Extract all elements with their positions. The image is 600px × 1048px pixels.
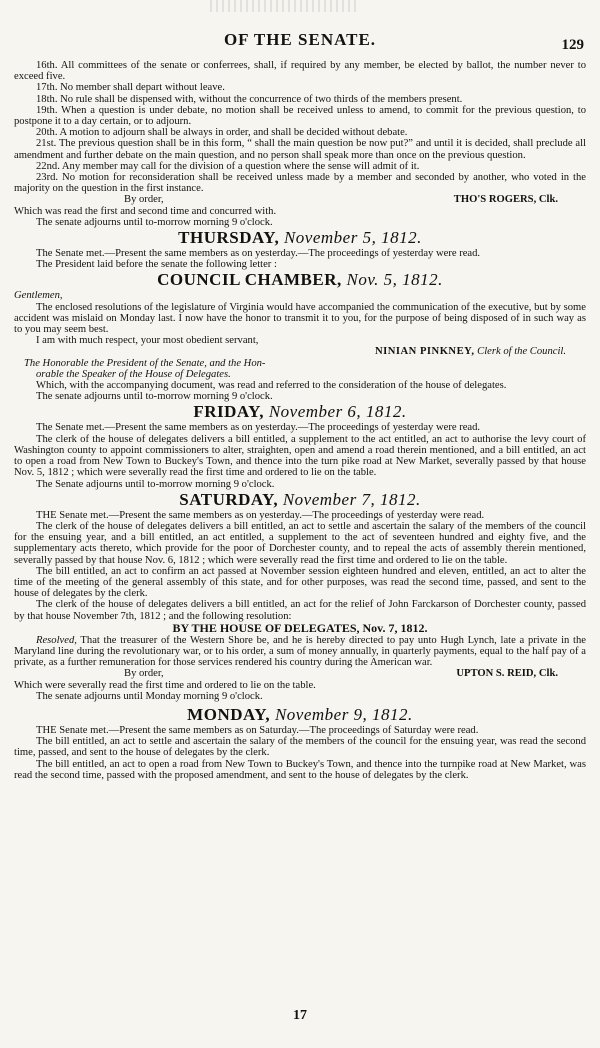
day-name: FRIDAY, (193, 402, 265, 422)
rule-18: 18th. No rule shall be dispensed with, without the concurrence of two thirds of the members present. (36, 93, 463, 105)
page-title: OF THE SENATE. (223, 30, 377, 49)
page-number: 129 (561, 37, 584, 53)
adjournment-note: The senate adjourns until to-morrow morning 9 o'clock. (36, 391, 273, 403)
resolved-label: Resolved, (36, 634, 77, 646)
council-chamber-heading (14, 270, 586, 290)
letter-signer (14, 346, 586, 357)
rule-16: 16th. All committees of the senate or conferrees, shall, if required by any member, be elected by ballot, the number never to exceed five. (14, 60, 586, 83)
day-name: THURSDAY, (178, 228, 280, 248)
bill-delivery: The clerk of the house of delegates delivers a bill entitled, an act to settle and ascertain the salary of the members of the council for the ensuing year, and a bill entitled, an act entitled, a supplement to the act of seventeen hundred and eighty five, and the supplementary acts thereto, which provide for the poor of Dorchester county, and to repeal the acts of assembly therein mentioned, severally passed by that house Nov. 6, 1812 ; which were severally read the first time and ordered to lie on the table. (14, 520, 586, 566)
bill-passed: The bill entitled, an act to open a road from New Town to Buckey's Town, and thence into the turnpike road at New Market, was read the second time, passed with the proposed amendment, and sent to the house of delegates by the clerk. (14, 758, 586, 781)
senate-met: THE Senate met.—Present the same members as on yesterday.—The proceedings of yesterday were read. (36, 509, 485, 521)
letter-address-1: The Honorable the President of the Senate, and the Hon- (24, 357, 266, 369)
day-name: MONDAY, (187, 704, 271, 724)
order-signature-2 (14, 668, 586, 679)
letter-address-2: orable the Speaker of the House of Delegates. (36, 368, 231, 380)
bill-passed: The bill entitled, an act to confirm an act passed at November session eighteen hundred and eleven, entitled, an act to alter the time of the meeting of the general assembly of this state, and for other purposes, was read the second time, passed, and sent to the house of delegates by the clerk. (14, 565, 586, 600)
reading-note: Which were severally read the first time and ordered to lie on the table. (14, 679, 316, 691)
day-date: November 5, 1812. (283, 228, 422, 248)
signature-mark: 17 (293, 1008, 307, 1023)
bill-passed: The bill entitled, an act to settle and ascertain the salary of the members of the council for the ensuing year, was read the second time, passed, and sent to the house of delegates by the clerk. (14, 736, 586, 759)
day-heading-thursday (14, 228, 586, 248)
senate-met: The Senate met.—Present the same members as on yesterday.—The proceedings of yesterday were read. (36, 422, 481, 434)
council-heading: COUNCIL CHAMBER, (157, 270, 342, 290)
day-heading-friday (14, 402, 586, 422)
council-date: Nov. 5, 1812. (346, 270, 443, 290)
day-heading-monday (14, 705, 586, 725)
order-by: By order, (124, 194, 164, 206)
bill-delivery: The clerk of the house of delegates delivers a bill entitled, a supplement to the act entitled, an act to authorise the levy court of Washington county to appoint commissioners to alter, straighten, open and amend a road therein mentioned, and a bill entitled, an act to open a road from New Town to Buckey's Town, and thence into the turn pike road at New Market, severally passed by that house Nov. 5, 1812 ; which were severally read the first time and ordered to lie on the table. (14, 433, 586, 479)
day-date: November 7, 1812. (282, 489, 421, 509)
letter-closing: I am with much respect, your most obedient servant, (36, 335, 259, 347)
bill-delivery: The clerk of the house of delegates delivers a bill entitled, an act for the relief of John Farckarson of Dorchester county, passed by that house November 7th, 1812 ; and the following resolution: (14, 599, 586, 622)
rule-20: 20th. A motion to adjourn shall be always in order, and shall be decided without debate. (36, 127, 408, 139)
senate-met: THE Senate met.—Present the same members as on Saturday.—The proceedings of Saturday were read. (36, 724, 479, 736)
day-name: SATURDAY, (179, 489, 279, 509)
running-head (14, 0, 586, 53)
rule-19: 19th. When a question is under debate, no motion shall be received unless to amend, to commit for the previous question, to postpone it to a day certain, or to adjourn. (14, 104, 586, 128)
adjournment-note: The Senate adjourns until to-morrow morning 9 o'clock. (36, 478, 275, 490)
rule-22: 22nd. Any member may call for the division of a question where the sense will admit of it. (36, 160, 420, 172)
letter-salutation: Gentlemen, (14, 290, 63, 302)
order-by: By order, (124, 668, 164, 680)
rule-17: 17th. No member shall depart without leave. (36, 82, 225, 94)
senate-met: The Senate met.—Present the same members as on yesterday.—The proceedings of yesterday were read. (36, 248, 481, 260)
day-date: November 9, 1812. (274, 704, 413, 724)
president-letter-note: The President laid before the senate the following letter : (36, 259, 277, 271)
resolution-text (14, 635, 586, 669)
rule-23: 23rd. No motion for reconsideration shall be received unless made by a member and seconded by another, who voted in the majority on the question in the first instance. (14, 172, 586, 195)
letter-body: The enclosed resolutions of the legislature of Virginia would have accompanied the communication of the executive, but by some accident was mislaid on Monday last. I now have the honor to transmit it to you, for the purpose of being disposed of in such way as to you may seem best. (14, 301, 586, 336)
order-signer: THO'S ROGERS, Clk. (453, 194, 558, 206)
journal-text (14, 60, 586, 781)
order-signer: UPTON S. REID, Clk. (456, 668, 558, 680)
signer-name: NINIAN PINKNEY, (374, 346, 475, 358)
letter-referral: Which, with the accompanying document, was read and referred to the consideration of the house of delegates. (36, 380, 507, 392)
order-signature-1 (14, 194, 586, 205)
resolution-heading: BY THE HOUSE OF DELEGATES, Nov. 7, 1812. (172, 620, 428, 635)
rule-21: 21st. The previous question shall be in this form, “ shall the main question be now put?” and until it is decided, shall preclude all amendment and further debate on the main question, and no person shall speak more than once on the previous question. (14, 138, 586, 161)
document-page (14, 0, 586, 1023)
adjournment-note: The senate adjourns until Monday morning 9 o'clock. (36, 690, 263, 702)
resolved-body: That the treasurer of the Western Shore be, and he is hereby directed to pay unto Hugh Lynch, late a private in the Maryland line during the revolutionary war, or to his order, a sum of money annually, in quarterly payments, equal to the half pay of a private, as a further remuneration for those services rendered his country during the American war. (14, 634, 586, 669)
concurrence-note: Which was read the first and second time and concurred with. (14, 205, 277, 217)
day-date: November 6, 1812. (268, 402, 407, 422)
day-heading-saturday (14, 490, 586, 510)
adjournment-note: The senate adjourns until to-morrow morning 9 o'clock. (36, 216, 273, 228)
signer-title: Clerk of the Council. (477, 346, 566, 358)
